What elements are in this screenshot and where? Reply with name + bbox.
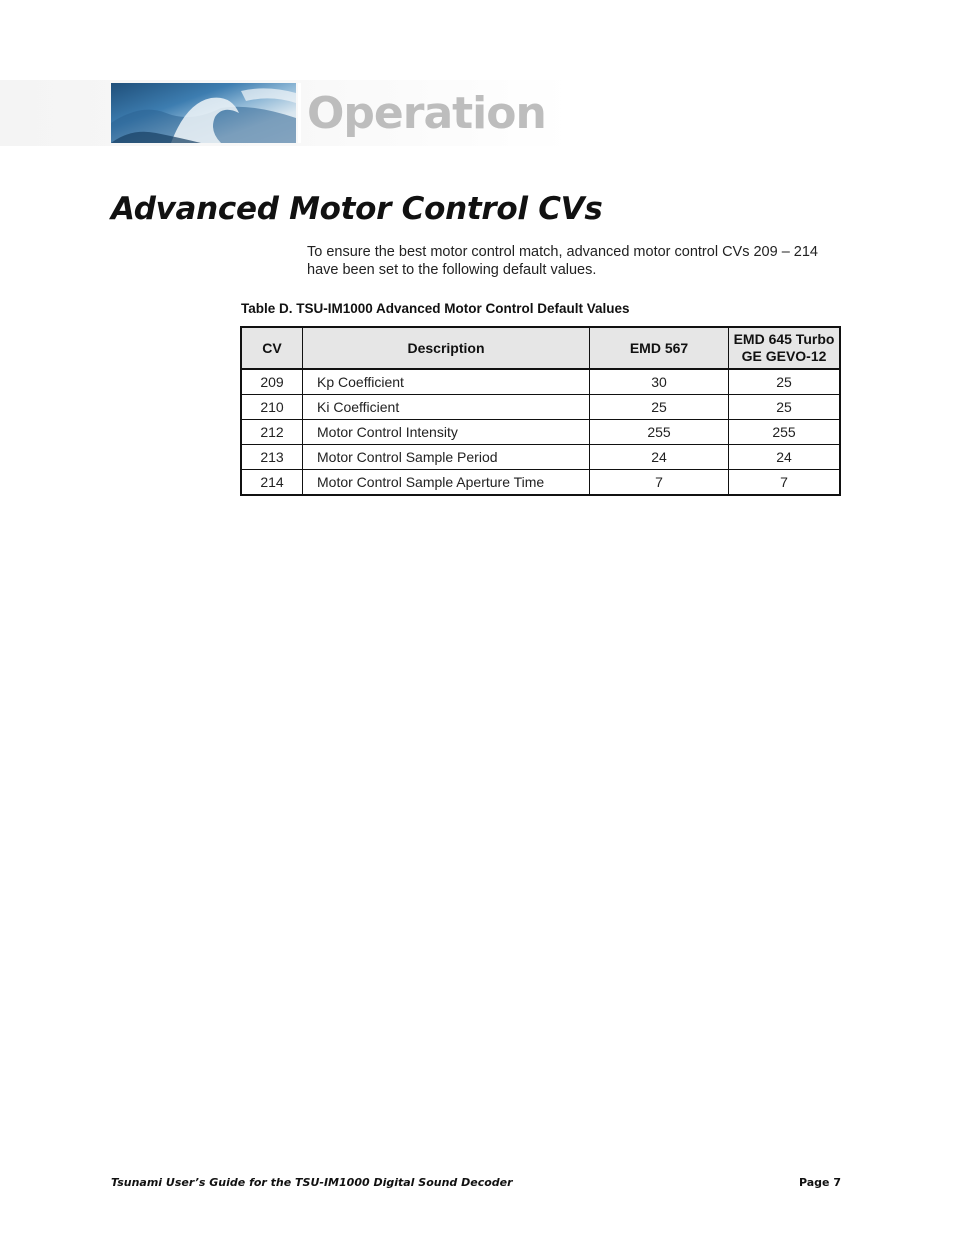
header-emd645: [729, 327, 841, 369]
table-row: [241, 369, 840, 395]
cell-description: Motor Control Sample Aperture Time: [303, 470, 590, 496]
cell-emd567: 25: [590, 395, 729, 420]
table-row: [241, 445, 840, 470]
cell-description: Kp Coefficient: [303, 369, 590, 395]
table-row: [241, 395, 840, 420]
page-heading: Advanced Motor Control CVs: [111, 191, 603, 227]
table-header-row: [241, 327, 840, 369]
cell-emd645: 7: [729, 470, 841, 496]
cell-cv: 209: [241, 369, 303, 395]
intro-paragraph: To ensure the best motor control match, advanced motor control CVs 209 – 214 have been set to the following default values.: [307, 244, 818, 278]
cell-cv: 210: [241, 395, 303, 420]
cell-emd567: 30: [590, 369, 729, 395]
cell-cv: 212: [241, 420, 303, 445]
cell-description: Motor Control Sample Period: [303, 445, 590, 470]
table-row: [241, 470, 840, 496]
cell-emd645: 25: [729, 395, 841, 420]
cell-cv: 214: [241, 470, 303, 496]
table-row: [241, 420, 840, 445]
cell-description: Ki Coefficient: [303, 395, 590, 420]
cell-emd567: 255: [590, 420, 729, 445]
header-description: Description: [303, 327, 590, 369]
header-cv: CV: [241, 327, 303, 369]
cell-emd567: 24: [590, 445, 729, 470]
cv-table: [240, 326, 841, 496]
header-emd645-line2: GE GEVO-12: [741, 348, 827, 364]
cell-cv: 213: [241, 445, 303, 470]
cell-emd645: 255: [729, 420, 841, 445]
footer-guide-title: Tsunami User’s Guide for the TSU-IM1000 Digital Sound Decoder: [111, 1176, 513, 1189]
section-title: Operation: [307, 88, 546, 139]
table-caption: Table D. TSU-IM1000 Advanced Motor Control Default Values: [241, 301, 630, 316]
cell-emd567: 7: [590, 470, 729, 496]
cell-description: Motor Control Intensity: [303, 420, 590, 445]
header-divider: [298, 83, 301, 143]
footer-page-number: Page 7: [798, 1176, 841, 1189]
cell-emd645: 25: [729, 369, 841, 395]
header-emd567: EMD 567: [590, 327, 729, 369]
header-emd645-line1: EMD 645 Turbo: [733, 331, 835, 347]
wave-image: [111, 83, 296, 143]
cell-emd645: 24: [729, 445, 841, 470]
